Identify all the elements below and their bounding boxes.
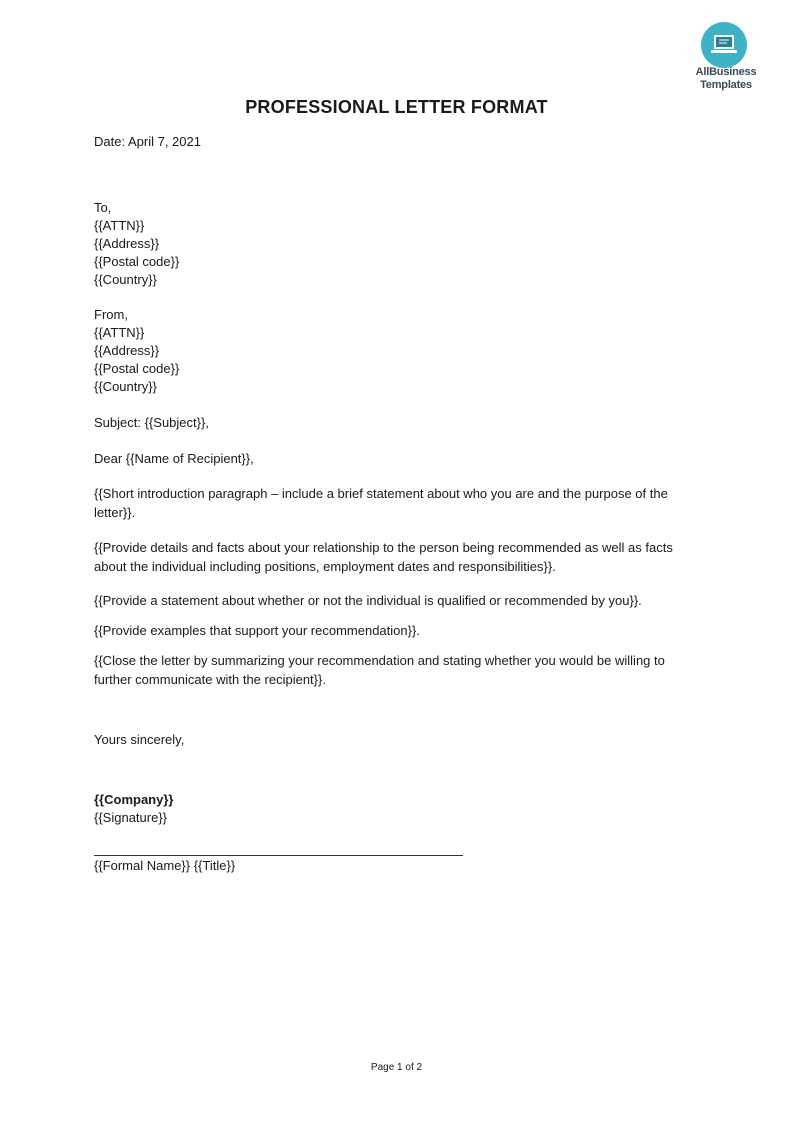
laptop-icon: [710, 33, 738, 57]
body-paragraph-closing: {{Close the letter by summarizing your recommendation and stating whether you would be willing to further communicate with the recipient}}.: [94, 653, 665, 687]
company-name: {{Company}}: [94, 792, 174, 807]
logo-wordmark: [682, 66, 770, 92]
logo-line2: Templates: [700, 79, 752, 91]
to-heading: To,: [94, 200, 112, 215]
logo-line1: AllBusiness: [695, 66, 757, 78]
from-address: {{Address}}: [94, 343, 160, 358]
from-country: {{Country}}: [94, 379, 157, 394]
formal-name-title: {{Formal Name}} {{Title}}: [94, 858, 236, 873]
signature-line: {{Signature}}: [94, 810, 168, 825]
logo-badge: [701, 22, 747, 68]
from-heading: From,: [94, 307, 128, 322]
salutation: Dear {{Name of Recipient}},: [94, 451, 254, 466]
body-paragraph-intro: {{Short introduction paragraph – include a brief statement about who you are and the purpose of the letter}}.: [94, 486, 668, 520]
to-address: {{Address}}: [94, 236, 160, 251]
from-attn: {{ATTN}}: [94, 325, 145, 340]
to-postal-code: {{Postal code}}: [94, 254, 180, 269]
from-postal-code: {{Postal code}}: [94, 361, 180, 376]
date-line: Date: April 7, 2021: [94, 134, 201, 149]
page-number: Page 1 of 2: [370, 1062, 423, 1073]
subject-line: Subject: {{Subject}},: [94, 415, 209, 430]
to-attn: {{ATTN}}: [94, 218, 145, 233]
closing-line: Yours sincerely,: [94, 732, 185, 747]
body-paragraph-details: {{Provide details and facts about your relationship to the person being recommended as well as facts about the individual including positions, employment dates and responsibilities}}.: [94, 540, 673, 574]
body-paragraph-statement: {{Provide a statement about whether or not the individual is qualified or recommended by you}}.: [94, 593, 642, 608]
body-paragraph-examples: {{Provide examples that support your recommendation}}.: [94, 623, 420, 638]
to-country: {{Country}}: [94, 272, 157, 287]
document-title: PROFESSIONAL LETTER FORMAT: [245, 97, 548, 117]
signature-rule: [94, 855, 463, 856]
